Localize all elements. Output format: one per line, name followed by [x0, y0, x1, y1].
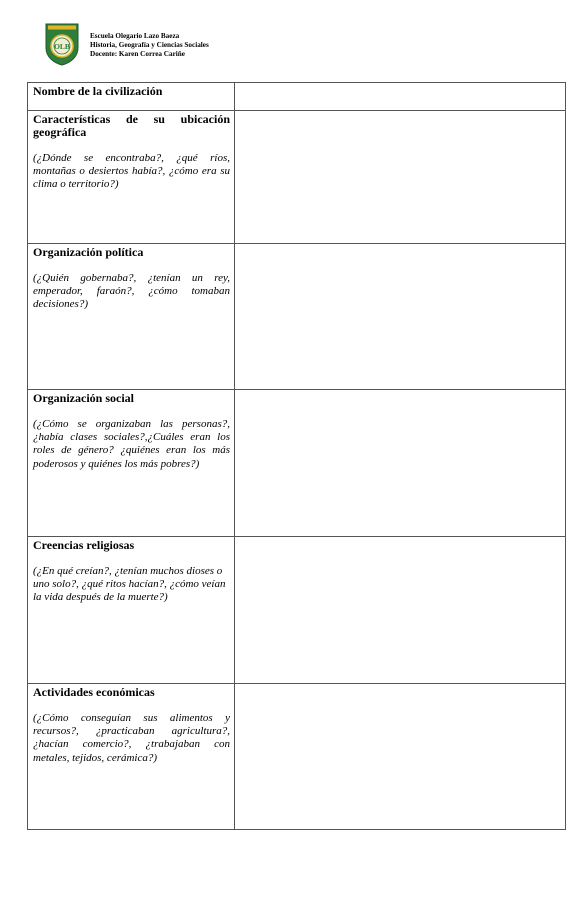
school-crest-icon [44, 22, 80, 66]
table-row-geography [28, 111, 566, 244]
worksheet-table [27, 82, 566, 830]
crest-initials: OLB [54, 42, 70, 51]
school-name: Escuela Olegario Lazo Baeza [90, 32, 180, 40]
row-title: Actividades económicas [33, 685, 155, 699]
table-row-religion [28, 537, 566, 684]
table-row-politics [28, 244, 566, 390]
table-row-civilization-name [28, 83, 566, 111]
answer-cell-economy[interactable] [235, 684, 566, 830]
table-row-society [28, 390, 566, 537]
label-cell [28, 537, 235, 684]
row-hint: (¿Cómo se organizaban las personas?, ¿había clases sociales?,¿Cuáles eran los roles de género? ¿quiénes eran los más poderosos y quiénes los más pobres?) [33, 418, 230, 470]
label-cell [28, 390, 235, 537]
header-text-block [90, 32, 209, 59]
row-title: Creencias religiosas [33, 538, 135, 552]
row-hint: (¿Dónde se encontraba?, ¿qué ríos, montañas o desiertos había?, ¿cómo era su clima o territorio?) [33, 152, 230, 191]
row-hint: (¿Cómo conseguían sus alimentos y recursos?, ¿practicaban agricultura?, ¿hacían comercio?, ¿trabajaban con metales, tejidos, cerámica?) [33, 712, 230, 764]
label-cell [28, 111, 235, 244]
label-cell [28, 684, 235, 830]
label-cell [28, 244, 235, 390]
row-hint: (¿En qué creían?, ¿tenían muchos dioses o uno solo?, ¿qué ritos hacían?, ¿cómo veían la vida después de la muerte?) [33, 565, 226, 604]
teacher-name: Docente: Karen Correa Cariñe [90, 50, 185, 58]
document-header [44, 22, 209, 70]
answer-cell-politics[interactable] [235, 244, 566, 390]
row-title: Nombre de la civilización [33, 84, 163, 98]
answer-cell-civilization-name[interactable] [235, 83, 566, 111]
table-row-economy [28, 684, 566, 830]
subject-name: Historia, Geografía y Ciencias Sociales [90, 41, 209, 49]
row-title: Organización social [33, 391, 134, 405]
label-cell [28, 83, 235, 111]
answer-cell-society[interactable] [235, 390, 566, 537]
row-title: Organización política [33, 245, 144, 259]
row-title: Características de su ubicación geográfica [33, 112, 230, 139]
answer-cell-geography[interactable] [235, 111, 566, 244]
row-hint: (¿Quién gobernaba?, ¿tenían un rey, emperador, faraón?, ¿cómo tomaban decisiones?) [33, 272, 230, 311]
answer-cell-religion[interactable] [235, 537, 566, 684]
